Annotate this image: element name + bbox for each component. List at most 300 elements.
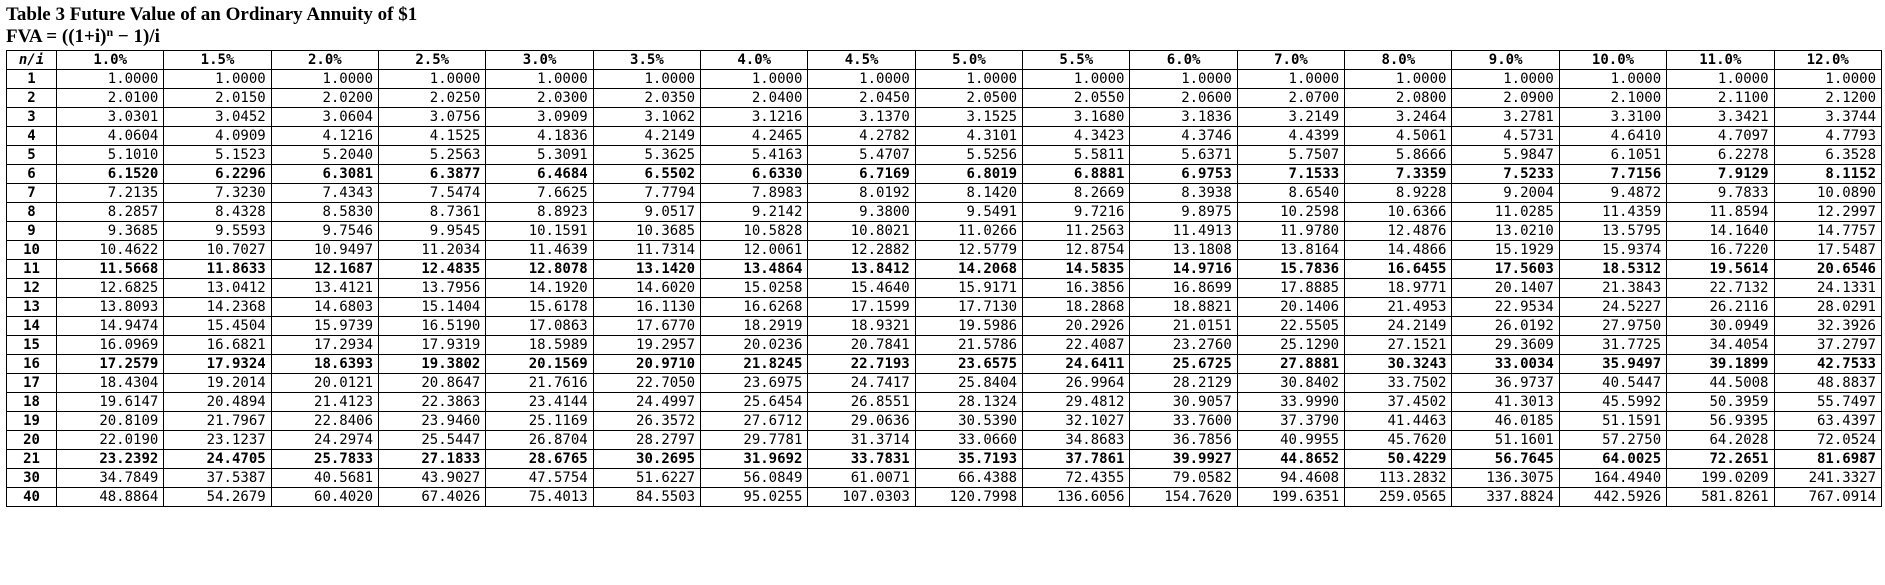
value-cell: 15.1929 (1452, 241, 1559, 260)
value-cell: 259.0565 (1345, 488, 1452, 507)
value-cell: 16.5190 (379, 317, 486, 336)
value-cell: 1.0000 (701, 70, 808, 89)
value-cell: 2.0300 (486, 89, 593, 108)
period-cell: 18 (7, 393, 57, 412)
value-cell: 7.8983 (701, 184, 808, 203)
value-cell: 16.7220 (1667, 241, 1774, 260)
value-cell: 4.3423 (1023, 127, 1130, 146)
value-cell: 34.8683 (1023, 431, 1130, 450)
value-cell: 2.1200 (1774, 89, 1882, 108)
value-cell: 21.4953 (1345, 298, 1452, 317)
value-cell: 154.7620 (1130, 488, 1237, 507)
value-cell: 30.0949 (1667, 317, 1774, 336)
value-cell: 164.4940 (1559, 469, 1666, 488)
value-cell: 15.6178 (486, 298, 593, 317)
rate-header: 1.5% (164, 51, 271, 70)
table-row (7, 393, 1882, 412)
value-cell: 35.7193 (915, 450, 1022, 469)
value-cell: 16.6268 (701, 298, 808, 317)
value-cell: 41.3013 (1452, 393, 1559, 412)
value-cell: 20.8647 (379, 374, 486, 393)
period-cell: 16 (7, 355, 57, 374)
value-cell: 72.0524 (1774, 431, 1882, 450)
value-cell: 4.1836 (486, 127, 593, 146)
value-cell: 3.1680 (1023, 108, 1130, 127)
value-cell: 7.5233 (1452, 165, 1559, 184)
value-cell: 39.9927 (1130, 450, 1237, 469)
value-cell: 6.9753 (1130, 165, 1237, 184)
value-cell: 25.5447 (379, 431, 486, 450)
value-cell: 29.0636 (808, 412, 915, 431)
value-cell: 14.2068 (915, 260, 1022, 279)
value-cell: 45.5992 (1559, 393, 1666, 412)
value-cell: 3.1216 (701, 108, 808, 127)
value-cell: 29.7781 (701, 431, 808, 450)
value-cell: 16.6821 (164, 336, 271, 355)
value-cell: 31.3714 (808, 431, 915, 450)
value-cell: 13.0412 (164, 279, 271, 298)
value-cell: 1.0000 (1667, 70, 1774, 89)
value-cell: 28.2797 (593, 431, 700, 450)
value-cell: 9.4872 (1559, 184, 1666, 203)
table-row (7, 184, 1882, 203)
value-cell: 13.8412 (808, 260, 915, 279)
value-cell: 12.4835 (379, 260, 486, 279)
value-cell: 8.3938 (1130, 184, 1237, 203)
value-cell: 6.8881 (1023, 165, 1130, 184)
value-cell: 7.3359 (1345, 165, 1452, 184)
rate-header: 2.0% (271, 51, 378, 70)
value-cell: 20.9710 (593, 355, 700, 374)
period-cell: 20 (7, 431, 57, 450)
value-cell: 32.3926 (1774, 317, 1882, 336)
value-cell: 56.9395 (1667, 412, 1774, 431)
value-cell: 2.0200 (271, 89, 378, 108)
value-cell: 21.7616 (486, 374, 593, 393)
value-cell: 16.6455 (1345, 260, 1452, 279)
value-cell: 40.5447 (1559, 374, 1666, 393)
value-cell: 30.3243 (1345, 355, 1452, 374)
value-cell: 12.8078 (486, 260, 593, 279)
period-cell: 11 (7, 260, 57, 279)
value-cell: 26.9964 (1023, 374, 1130, 393)
value-cell: 9.2142 (701, 203, 808, 222)
table-row (7, 298, 1882, 317)
value-cell: 1.0000 (486, 70, 593, 89)
value-cell: 6.3528 (1774, 146, 1882, 165)
table-row (7, 317, 1882, 336)
value-cell: 11.0266 (915, 222, 1022, 241)
corner-header: n/i (7, 51, 57, 70)
value-cell: 2.0100 (57, 89, 164, 108)
value-cell: 24.6411 (1023, 355, 1130, 374)
value-cell: 21.0151 (1130, 317, 1237, 336)
period-cell: 2 (7, 89, 57, 108)
value-cell: 12.4876 (1345, 222, 1452, 241)
period-cell: 9 (7, 222, 57, 241)
value-cell: 23.9460 (379, 412, 486, 431)
value-cell: 22.7050 (593, 374, 700, 393)
value-cell: 24.7417 (808, 374, 915, 393)
value-cell: 20.1569 (486, 355, 593, 374)
value-cell: 20.2926 (1023, 317, 1130, 336)
value-cell: 21.4123 (271, 393, 378, 412)
table-row (7, 203, 1882, 222)
value-cell: 18.9771 (1345, 279, 1452, 298)
value-cell: 14.1920 (486, 279, 593, 298)
value-cell: 2.0250 (379, 89, 486, 108)
value-cell: 20.0121 (271, 374, 378, 393)
value-cell: 14.4866 (1345, 241, 1452, 260)
value-cell: 30.9057 (1130, 393, 1237, 412)
value-cell: 6.4684 (486, 165, 593, 184)
value-cell: 6.3877 (379, 165, 486, 184)
value-cell: 11.2034 (379, 241, 486, 260)
value-cell: 11.4639 (486, 241, 593, 260)
value-cell: 7.3230 (164, 184, 271, 203)
value-cell: 44.8652 (1237, 450, 1344, 469)
value-cell: 1.0000 (1559, 70, 1666, 89)
value-cell: 37.3790 (1237, 412, 1344, 431)
period-cell: 13 (7, 298, 57, 317)
value-cell: 5.4707 (808, 146, 915, 165)
table-row (7, 279, 1882, 298)
value-cell: 107.0303 (808, 488, 915, 507)
value-cell: 17.5603 (1452, 260, 1559, 279)
value-cell: 23.2760 (1130, 336, 1237, 355)
value-cell: 767.0914 (1774, 488, 1882, 507)
value-cell: 51.1601 (1452, 431, 1559, 450)
table-row (7, 469, 1882, 488)
period-cell: 8 (7, 203, 57, 222)
value-cell: 36.9737 (1452, 374, 1559, 393)
table-row (7, 89, 1882, 108)
value-cell: 47.5754 (486, 469, 593, 488)
value-cell: 17.1599 (808, 298, 915, 317)
value-cell: 16.8699 (1130, 279, 1237, 298)
value-cell: 1.0000 (164, 70, 271, 89)
value-cell: 17.7130 (915, 298, 1022, 317)
value-cell: 4.0604 (57, 127, 164, 146)
document-page (6, 4, 1882, 507)
value-cell: 20.6546 (1774, 260, 1882, 279)
value-cell: 26.2116 (1667, 298, 1774, 317)
value-cell: 3.0452 (164, 108, 271, 127)
period-cell: 10 (7, 241, 57, 260)
value-cell: 94.4608 (1237, 469, 1344, 488)
value-cell: 56.7645 (1452, 450, 1559, 469)
value-cell: 30.2695 (593, 450, 700, 469)
value-cell: 9.3800 (808, 203, 915, 222)
value-cell: 9.5491 (915, 203, 1022, 222)
value-cell: 13.8093 (57, 298, 164, 317)
value-cell: 28.0291 (1774, 298, 1882, 317)
table-row (7, 260, 1882, 279)
value-cell: 11.5668 (57, 260, 164, 279)
value-cell: 35.9497 (1559, 355, 1666, 374)
value-cell: 2.0800 (1345, 89, 1452, 108)
value-cell: 24.4997 (593, 393, 700, 412)
value-cell: 9.0517 (593, 203, 700, 222)
value-cell: 23.4144 (486, 393, 593, 412)
value-cell: 4.5731 (1452, 127, 1559, 146)
value-cell: 29.3609 (1452, 336, 1559, 355)
value-cell: 18.9321 (808, 317, 915, 336)
table-row (7, 450, 1882, 469)
value-cell: 16.1130 (593, 298, 700, 317)
value-cell: 2.0450 (808, 89, 915, 108)
rate-header: 8.0% (1345, 51, 1452, 70)
value-cell: 1.0000 (271, 70, 378, 89)
value-cell: 40.9955 (1237, 431, 1344, 450)
value-cell: 7.5474 (379, 184, 486, 203)
value-cell: 55.7497 (1774, 393, 1882, 412)
value-cell: 8.5830 (271, 203, 378, 222)
value-cell: 24.4705 (164, 450, 271, 469)
table-row (7, 146, 1882, 165)
value-cell: 4.3101 (915, 127, 1022, 146)
value-cell: 22.9534 (1452, 298, 1559, 317)
value-cell: 24.5227 (1559, 298, 1666, 317)
value-cell: 8.1152 (1774, 165, 1882, 184)
value-cell: 44.5008 (1667, 374, 1774, 393)
header-row (7, 51, 1882, 70)
value-cell: 23.6975 (701, 374, 808, 393)
value-cell: 4.7097 (1667, 127, 1774, 146)
value-cell: 2.0600 (1130, 89, 1237, 108)
value-cell: 1.0000 (1452, 70, 1559, 89)
rate-header: 11.0% (1667, 51, 1774, 70)
value-cell: 19.2014 (164, 374, 271, 393)
value-cell: 33.0034 (1452, 355, 1559, 374)
value-cell: 54.2679 (164, 488, 271, 507)
value-cell: 60.4020 (271, 488, 378, 507)
value-cell: 25.1290 (1237, 336, 1344, 355)
value-cell: 6.1520 (57, 165, 164, 184)
value-cell: 25.6454 (701, 393, 808, 412)
value-cell: 15.9739 (271, 317, 378, 336)
value-cell: 22.4087 (1023, 336, 1130, 355)
value-cell: 10.0890 (1774, 184, 1882, 203)
value-cell: 23.2392 (57, 450, 164, 469)
value-cell: 13.1808 (1130, 241, 1237, 260)
value-cell: 10.6366 (1345, 203, 1452, 222)
table-row (7, 412, 1882, 431)
value-cell: 28.1324 (915, 393, 1022, 412)
value-cell: 50.3959 (1667, 393, 1774, 412)
value-cell: 3.0909 (486, 108, 593, 127)
value-cell: 14.9474 (57, 317, 164, 336)
value-cell: 10.5828 (701, 222, 808, 241)
value-cell: 3.2149 (1237, 108, 1344, 127)
value-cell: 11.7314 (593, 241, 700, 260)
value-cell: 12.8754 (1023, 241, 1130, 260)
formula-exponent: n (106, 25, 114, 39)
value-cell: 5.5256 (915, 146, 1022, 165)
value-cell: 11.9780 (1237, 222, 1344, 241)
value-cell: 4.1525 (379, 127, 486, 146)
period-cell: 17 (7, 374, 57, 393)
value-cell: 11.8594 (1667, 203, 1774, 222)
value-cell: 3.0756 (379, 108, 486, 127)
value-cell: 3.2781 (1452, 108, 1559, 127)
value-cell: 48.8864 (57, 488, 164, 507)
value-cell: 9.7546 (271, 222, 378, 241)
value-cell: 10.4622 (57, 241, 164, 260)
annuity-table (6, 50, 1882, 507)
value-cell: 48.8837 (1774, 374, 1882, 393)
table-row (7, 222, 1882, 241)
value-cell: 1.0000 (57, 70, 164, 89)
rate-header: 4.0% (701, 51, 808, 70)
value-cell: 5.3625 (593, 146, 700, 165)
table-row (7, 70, 1882, 89)
value-cell: 45.7620 (1345, 431, 1452, 450)
value-cell: 40.5681 (271, 469, 378, 488)
value-cell: 3.3421 (1667, 108, 1774, 127)
value-cell: 12.1687 (271, 260, 378, 279)
value-cell: 33.7831 (808, 450, 915, 469)
value-cell: 4.2465 (701, 127, 808, 146)
value-cell: 67.4026 (379, 488, 486, 507)
value-cell: 5.9847 (1452, 146, 1559, 165)
value-cell: 27.8881 (1237, 355, 1344, 374)
value-cell: 11.2563 (1023, 222, 1130, 241)
value-cell: 64.0025 (1559, 450, 1666, 469)
period-cell: 40 (7, 488, 57, 507)
value-cell: 18.2919 (701, 317, 808, 336)
value-cell: 64.2028 (1667, 431, 1774, 450)
table-row (7, 241, 1882, 260)
value-cell: 27.1833 (379, 450, 486, 469)
rate-header: 5.0% (915, 51, 1022, 70)
value-cell: 17.9324 (164, 355, 271, 374)
value-cell: 8.1420 (915, 184, 1022, 203)
value-cell: 24.2149 (1345, 317, 1452, 336)
value-cell: 8.4328 (164, 203, 271, 222)
value-cell: 19.6147 (57, 393, 164, 412)
value-cell: 51.1591 (1559, 412, 1666, 431)
value-cell: 4.0909 (164, 127, 271, 146)
value-cell: 29.4812 (1023, 393, 1130, 412)
value-cell: 4.7793 (1774, 127, 1882, 146)
value-cell: 3.1370 (808, 108, 915, 127)
period-cell: 15 (7, 336, 57, 355)
rate-header: 10.0% (1559, 51, 1666, 70)
value-cell: 15.4504 (164, 317, 271, 336)
value-cell: 11.8633 (164, 260, 271, 279)
value-cell: 31.9692 (701, 450, 808, 469)
period-cell: 1 (7, 70, 57, 89)
table-body (7, 70, 1882, 507)
value-cell: 20.1406 (1237, 298, 1344, 317)
value-cell: 2.0400 (701, 89, 808, 108)
value-cell: 72.4355 (1023, 469, 1130, 488)
value-cell: 23.6575 (915, 355, 1022, 374)
value-cell: 13.4864 (701, 260, 808, 279)
value-cell: 14.6020 (593, 279, 700, 298)
value-cell: 5.4163 (701, 146, 808, 165)
value-cell: 42.7533 (1774, 355, 1882, 374)
value-cell: 3.3100 (1559, 108, 1666, 127)
rate-header: 1.0% (57, 51, 164, 70)
value-cell: 6.3081 (271, 165, 378, 184)
value-cell: 17.2934 (271, 336, 378, 355)
value-cell: 3.0301 (57, 108, 164, 127)
value-cell: 22.8406 (271, 412, 378, 431)
value-cell: 14.1640 (1667, 222, 1774, 241)
value-cell: 51.6227 (593, 469, 700, 488)
table-row (7, 488, 1882, 507)
period-cell: 12 (7, 279, 57, 298)
value-cell: 241.3327 (1774, 469, 1882, 488)
formula-line (6, 26, 1882, 48)
period-cell: 4 (7, 127, 57, 146)
value-cell: 56.0849 (701, 469, 808, 488)
value-cell: 2.0500 (915, 89, 1022, 108)
period-cell: 21 (7, 450, 57, 469)
rate-header: 6.0% (1130, 51, 1237, 70)
value-cell: 5.5811 (1023, 146, 1130, 165)
value-cell: 10.3685 (593, 222, 700, 241)
value-cell: 7.4343 (271, 184, 378, 203)
value-cell: 442.5926 (1559, 488, 1666, 507)
value-cell: 28.2129 (1130, 374, 1237, 393)
value-cell: 22.3863 (379, 393, 486, 412)
value-cell: 2.1000 (1559, 89, 1666, 108)
value-cell: 37.7861 (1023, 450, 1130, 469)
value-cell: 7.1533 (1237, 165, 1344, 184)
value-cell: 41.4463 (1345, 412, 1452, 431)
value-cell: 6.1051 (1559, 146, 1666, 165)
value-cell: 19.2957 (593, 336, 700, 355)
value-cell: 4.2782 (808, 127, 915, 146)
value-cell: 25.1169 (486, 412, 593, 431)
value-cell: 12.2997 (1774, 203, 1882, 222)
value-cell: 9.2004 (1452, 184, 1559, 203)
value-cell: 8.6540 (1237, 184, 1344, 203)
value-cell: 20.0236 (701, 336, 808, 355)
value-cell: 81.6987 (1774, 450, 1882, 469)
value-cell: 9.3685 (57, 222, 164, 241)
rate-header: 4.5% (808, 51, 915, 70)
value-cell: 113.2832 (1345, 469, 1452, 488)
value-cell: 1.0000 (1023, 70, 1130, 89)
value-cell: 337.8824 (1452, 488, 1559, 507)
value-cell: 7.2135 (57, 184, 164, 203)
value-cell: 32.1027 (1023, 412, 1130, 431)
value-cell: 8.2669 (1023, 184, 1130, 203)
value-cell: 57.2750 (1559, 431, 1666, 450)
value-cell: 26.3572 (593, 412, 700, 431)
value-cell: 12.0061 (701, 241, 808, 260)
value-cell: 39.1899 (1667, 355, 1774, 374)
value-cell: 4.6410 (1559, 127, 1666, 146)
rate-header: 12.0% (1774, 51, 1882, 70)
value-cell: 6.7169 (808, 165, 915, 184)
value-cell: 5.8666 (1345, 146, 1452, 165)
value-cell: 13.4121 (271, 279, 378, 298)
value-cell: 34.7849 (57, 469, 164, 488)
value-cell: 17.2579 (57, 355, 164, 374)
value-cell: 15.7836 (1237, 260, 1344, 279)
value-cell: 14.5835 (1023, 260, 1130, 279)
value-cell: 1.0000 (1237, 70, 1344, 89)
value-cell: 23.1237 (164, 431, 271, 450)
value-cell: 8.7361 (379, 203, 486, 222)
value-cell: 18.5312 (1559, 260, 1666, 279)
value-cell: 4.1216 (271, 127, 378, 146)
